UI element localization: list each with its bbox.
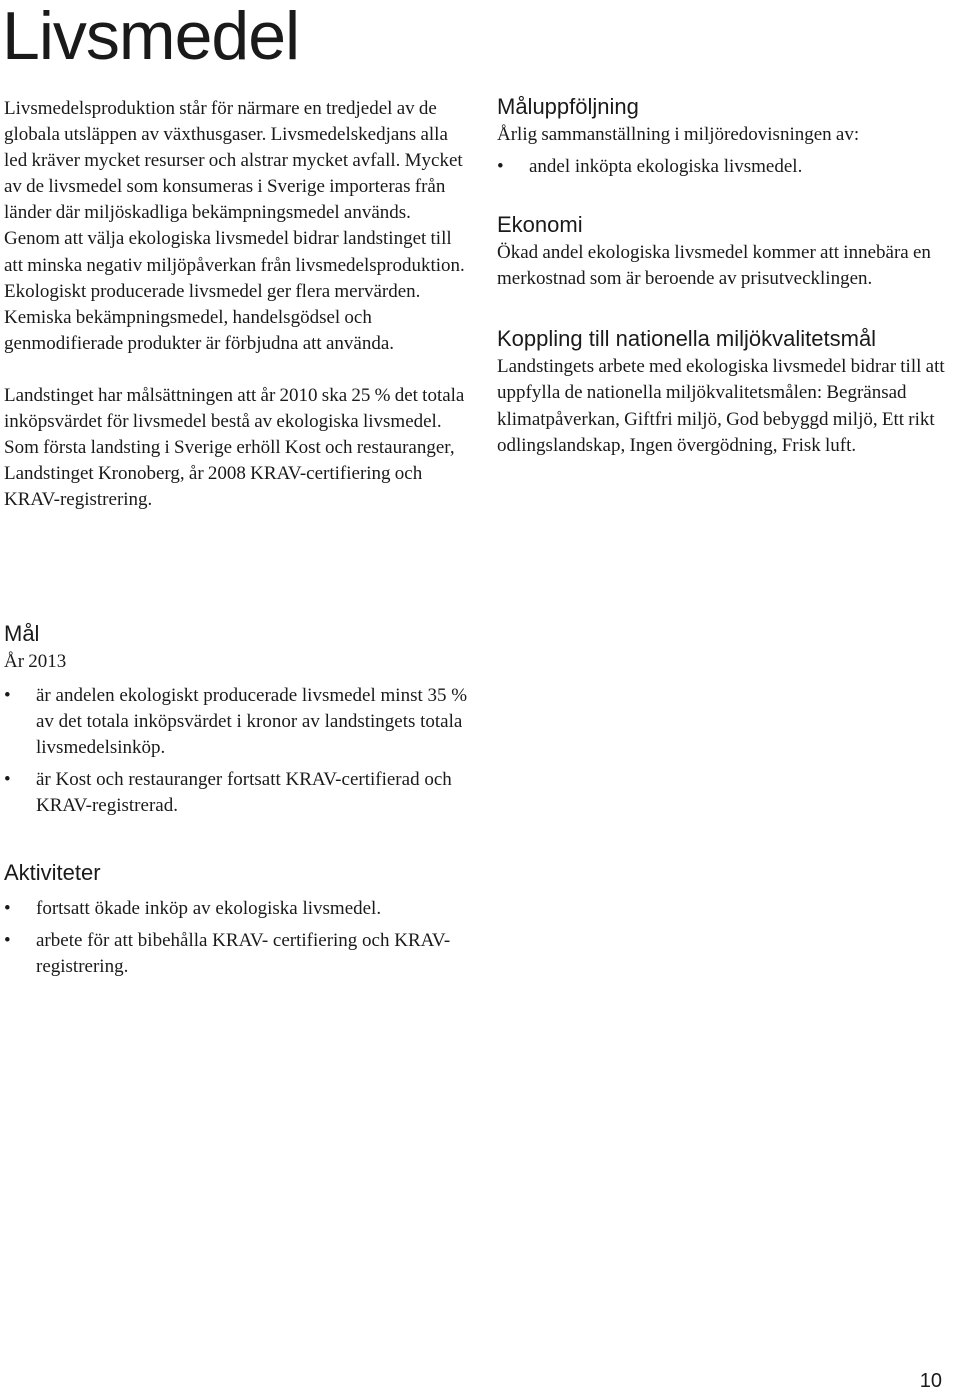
mal-heading: Mål xyxy=(4,621,40,646)
koppling-text: Landstingets arbete med ekologiska livsmedel bidrar till att uppfylla de nationella miljökvalitetsmålen: Begränsad klimatpåverkan, Giftfri miljö, God bebyggd miljö, Ett rikt odlingslandskap, Ingen övergödning, Frisk luft. xyxy=(497,356,945,456)
maluppfoljning-section xyxy=(497,92,959,180)
list-item xyxy=(497,154,959,180)
koppling-heading: Koppling till nationella miljökvalitetsmål xyxy=(497,326,877,352)
aktiviteter-section xyxy=(4,858,474,980)
list-item-text: andel inköpta ekologiska livsmedel. xyxy=(529,156,803,178)
list-item-text: är andelen ekologiskt producerade livsmedel minst 35 % av det totala inköpsvärdet i kronor av landstingets totala livsmedelsinköp. xyxy=(36,685,468,759)
intro-paragraph-1: Livsmedelsproduktion står för närmare en tredjedel av de globala utsläppen av växthusgaser. Livsmedelskedjans alla led kräver mycket resurser och alstrar mycket avfall. Mycket av de livsmedel som konsumeras i Sverige importeras från länder där miljöskadliga bekämpningsmedel används. Genom att välja ekologiska livsmedel bidrar landstinget till att minska negativ miljöpåverkan från livsmedelsproduktion. Ekologiskt producerade livsmedel ger flera mervärden. Kemiska bekämpningsmedel, handelsgödsel och genmodifierade produkter är förbjudna att använda. xyxy=(4,98,465,354)
page-title: Livsmedel xyxy=(2,0,300,74)
ekonomi-section xyxy=(497,210,959,292)
right-column xyxy=(497,92,959,459)
aktiviteter-list xyxy=(4,896,474,980)
list-item xyxy=(4,896,474,922)
list-item xyxy=(4,767,474,819)
koppling-section xyxy=(497,324,959,458)
list-item-text: arbete för att bibehålla KRAV- certifiering och KRAV-registrering. xyxy=(36,930,451,978)
bullet-icon: • xyxy=(4,685,11,707)
bullet-icon: • xyxy=(4,930,11,952)
ekonomi-heading: Ekonomi xyxy=(497,212,583,238)
bullet-icon: • xyxy=(4,898,11,919)
aktiviteter-heading: Aktiviteter xyxy=(4,860,101,885)
intro-paragraph-2: Landstinget har målsättningen att år 2010 ska 25 % det totala inköpsvärdet för livsmedel bestå av ekologiska livsmedel. Som första landsting i Sverige erhöll Kost och restauranger, Landstinget Kronoberg, år 2008 KRAV-certifiering och KRAV-registrering. xyxy=(4,384,465,511)
maluppfoljning-heading: Måluppföljning xyxy=(497,94,639,119)
list-item xyxy=(4,683,474,761)
mal-list xyxy=(4,683,474,819)
list-item-text: fortsatt ökade inköp av ekologiska livsmedel. xyxy=(36,898,382,919)
intro-column xyxy=(4,96,466,513)
bullet-icon: • xyxy=(4,769,11,791)
mal-year: År 2013 xyxy=(4,651,67,672)
ekonomi-text: Ökad andel ekologiska livsmedel kommer att innebära en merkostnad som är beroende av prisutvecklingen. xyxy=(497,242,931,290)
bullet-icon: • xyxy=(497,156,504,178)
list-item xyxy=(4,928,474,980)
page-number: 10 xyxy=(919,1370,942,1392)
list-item-text: är Kost och restauranger fortsatt KRAV-certifierad och KRAV-registrerad. xyxy=(36,769,452,817)
mal-section xyxy=(4,619,474,820)
maluppfoljning-text: Årlig sammanställning i miljöredovisningen av: xyxy=(497,124,860,145)
maluppfoljning-list xyxy=(497,154,959,180)
